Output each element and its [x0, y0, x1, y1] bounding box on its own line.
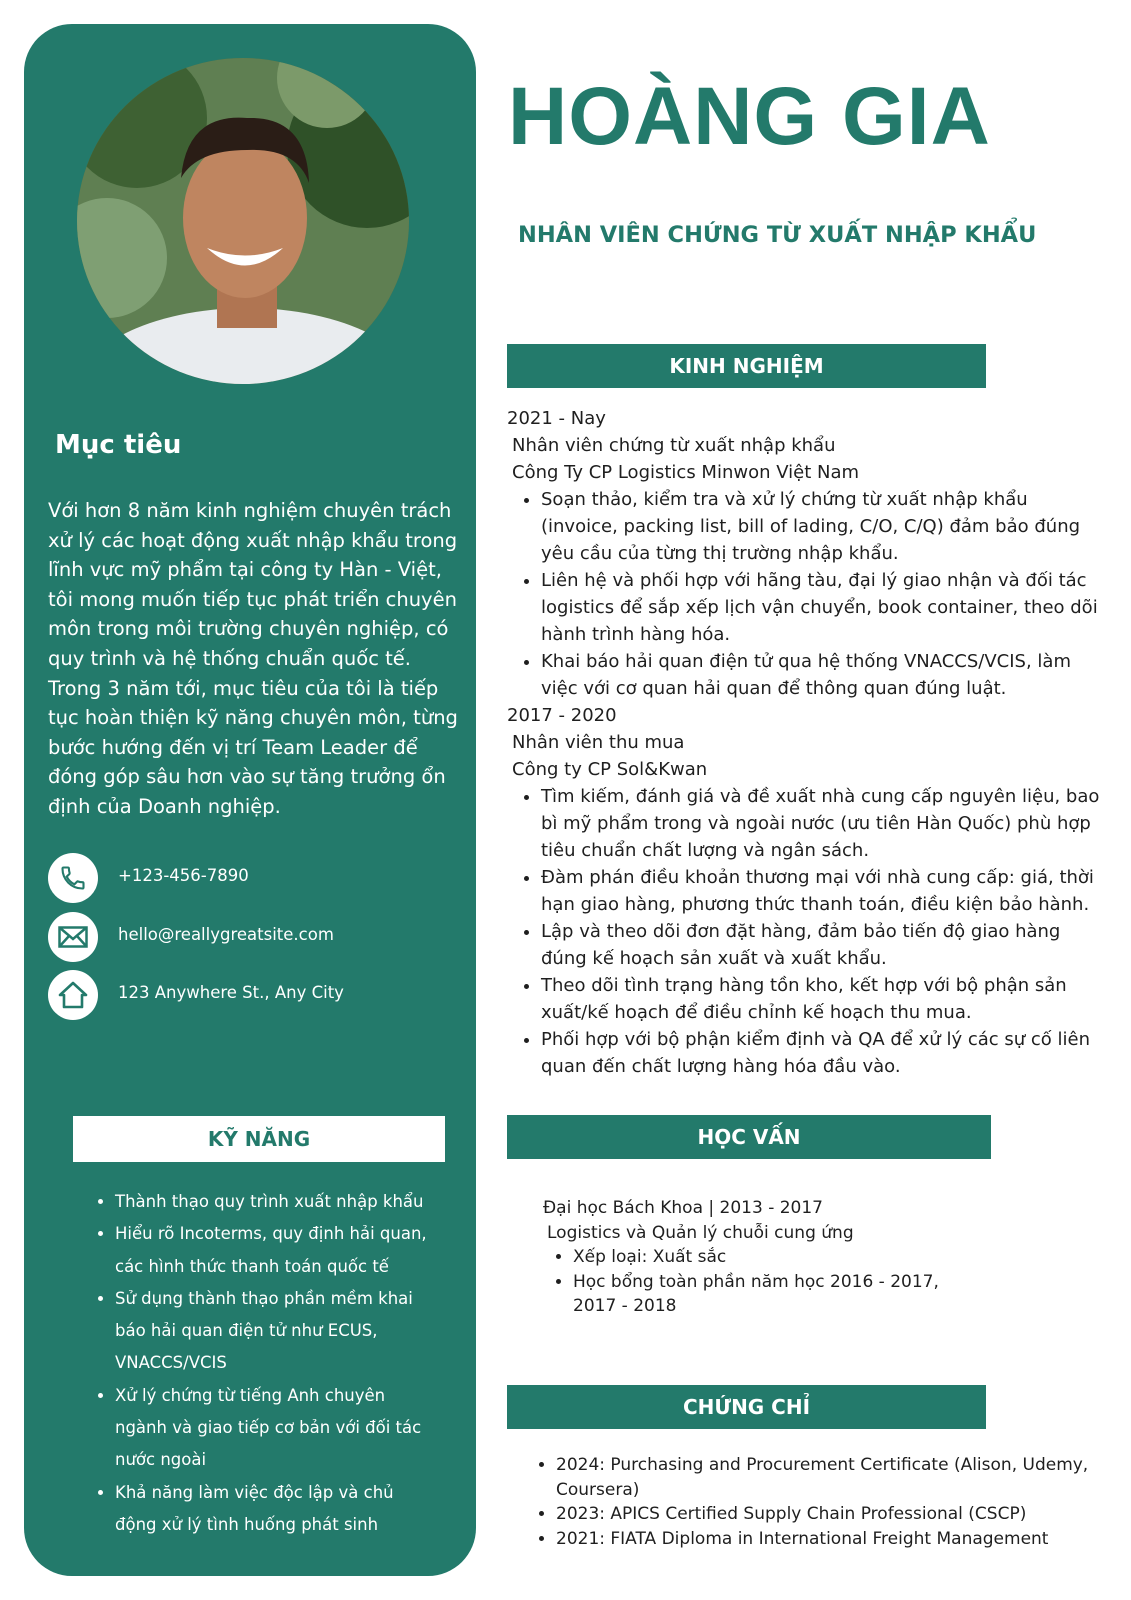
job-bullet: • Theo dõi tình trạng hàng tồn kho, kết hợp với bộ phận sản xuất/kế hoạch để điều chỉnh kế hoạch thu mua. — [541, 972, 1107, 1026]
job-period: 2021 - Nay — [507, 408, 606, 429]
mail-icon — [48, 912, 98, 962]
skill-item: • Hiểu rõ Incoterms, quy định hải quan, các hình thức thanh toán quốc tế — [115, 1218, 435, 1283]
education-major: Logistics và Quản lý chuỗi cung ứng — [547, 1222, 854, 1243]
job-position: Nhân viên chứng từ xuất nhập khẩu — [512, 435, 836, 456]
phone-text[interactable]: +123-456-7890 — [118, 866, 249, 885]
job-period: 2017 - 2020 — [507, 705, 617, 726]
objective-text: Với hơn 8 năm kinh nghiệm chuyên trách xử lý các hoạt động xuất nhập khẩu trong lĩnh vực mỹ phẩm tại công ty Hàn - Việt, tôi mong muốn tiếp tục phát triển chuyên môn trong môi trường chuyên nghiệp, có quy trình và hệ thống chuẩn quốc tế. Trong 3 năm tới, mục tiêu của tôi là tiếp tục hoàn thiện kỹ năng chuyên môn, từng bước hướng đến vị trí Team Leader để đóng góp sâu hơn vào sự tăng trưởng ổn định của Doanh nghiệp. — [48, 499, 458, 818]
certificate-item: • 2023: APICS Certified Supply Chain Professional (CSCP) — [556, 1502, 1116, 1527]
education-bullet: • Xếp loại: Xuất sắc — [573, 1245, 983, 1270]
job-bullet: • Đàm phán điều khoản thương mại với nhà cung cấp: giá, thời hạn giao hàng, phương thức thanh toán, điều kiện bảo hành. — [541, 864, 1107, 918]
education-header: HỌC VẤN — [507, 1115, 991, 1159]
job-bullets — [507, 783, 1107, 1080]
candidate-name: HOÀNG GIA — [508, 71, 991, 162]
certificate-item: • 2024: Purchasing and Procurement Certificate (Alison, Udemy, Coursera) — [556, 1453, 1116, 1502]
skill-item: • Sử dụng thành thạo phần mềm khai báo hải quan điện tử như ECUS, VNACCS/VCIS — [115, 1283, 435, 1380]
candidate-role: NHÂN VIÊN CHỨNG TỪ XUẤT NHẬP KHẨU — [518, 222, 1037, 248]
skills-list — [95, 1186, 435, 1541]
experience-section — [507, 405, 1107, 1080]
certificates-list — [538, 1453, 1116, 1551]
job-bullet: • Tìm kiếm, đánh giá và đề xuất nhà cung cấp nguyên liệu, bao bì mỹ phẩm trong và ngoài nước (ưu tiên Hàn Quốc) phù hợp tiêu chuẩn chất lượng và ngân sách. — [541, 783, 1107, 864]
home-icon — [48, 970, 98, 1020]
profile-photo — [77, 58, 409, 384]
education-bullet: • Học bổng toàn phần năm học 2016 - 2017, 2017 - 2018 — [573, 1270, 983, 1319]
job-bullet: • Khai báo hải quan điện tử qua hệ thống VNACCS/VCIS, làm việc với cơ quan hải quan để thông quan đúng luật. — [541, 648, 1107, 702]
certificates-header: CHỨNG CHỈ — [507, 1385, 986, 1429]
skill-item: • Xử lý chứng từ tiếng Anh chuyên ngành và giao tiếp cơ bản với đối tác nước ngoài — [115, 1380, 435, 1477]
job-bullet: • Phối hợp với bộ phận kiểm định và QA để xử lý các sự cố liên quan đến chất lượng hàng hóa đầu vào. — [541, 1026, 1107, 1080]
education-school: Đại học Bách Khoa | 2013 - 2017 — [543, 1198, 823, 1218]
job-company: Công Ty CP Logistics Minwon Việt Nam — [512, 462, 860, 483]
objective-title: Mục tiêu — [55, 430, 182, 460]
education-section — [543, 1196, 983, 1319]
job-bullet: • Soạn thảo, kiểm tra và xử lý chứng từ xuất nhập khẩu (invoice, packing list, bill of lading, C/O, C/Q) đảm bảo đúng yêu cầu của từng thị trường nhập khẩu. — [541, 486, 1107, 567]
job-company: Công ty CP Sol&Kwan — [512, 759, 708, 780]
job-bullet: • Liên hệ và phối hợp với hãng tàu, đại lý giao nhận và đối tác logistics để sắp xếp lịch vận chuyển, book container, theo dõi hành trình hàng hóa. — [541, 567, 1107, 648]
email-text[interactable]: hello@reallygreatsite.com — [118, 925, 334, 944]
skill-item: • Khả năng làm việc độc lập và chủ động xử lý tình huống phát sinh — [115, 1477, 435, 1542]
job-bullets — [507, 486, 1107, 702]
skills-header: KỸ NĂNG — [73, 1116, 445, 1162]
certificate-item: • 2021: FIATA Diploma in International Freight Management — [556, 1527, 1116, 1552]
phone-icon — [48, 853, 98, 903]
skill-item: • Thành thạo quy trình xuất nhập khẩu — [115, 1186, 435, 1218]
experience-header: KINH NGHIỆM — [507, 344, 986, 388]
job-position: Nhân viên thu mua — [512, 732, 685, 753]
address-text: 123 Anywhere St., Any City — [118, 983, 344, 1002]
education-bullets — [543, 1245, 983, 1319]
job-bullet: • Lập và theo dõi đơn đặt hàng, đảm bảo tiến độ giao hàng đúng kế hoạch sản xuất và xuất khẩu. — [541, 918, 1107, 972]
